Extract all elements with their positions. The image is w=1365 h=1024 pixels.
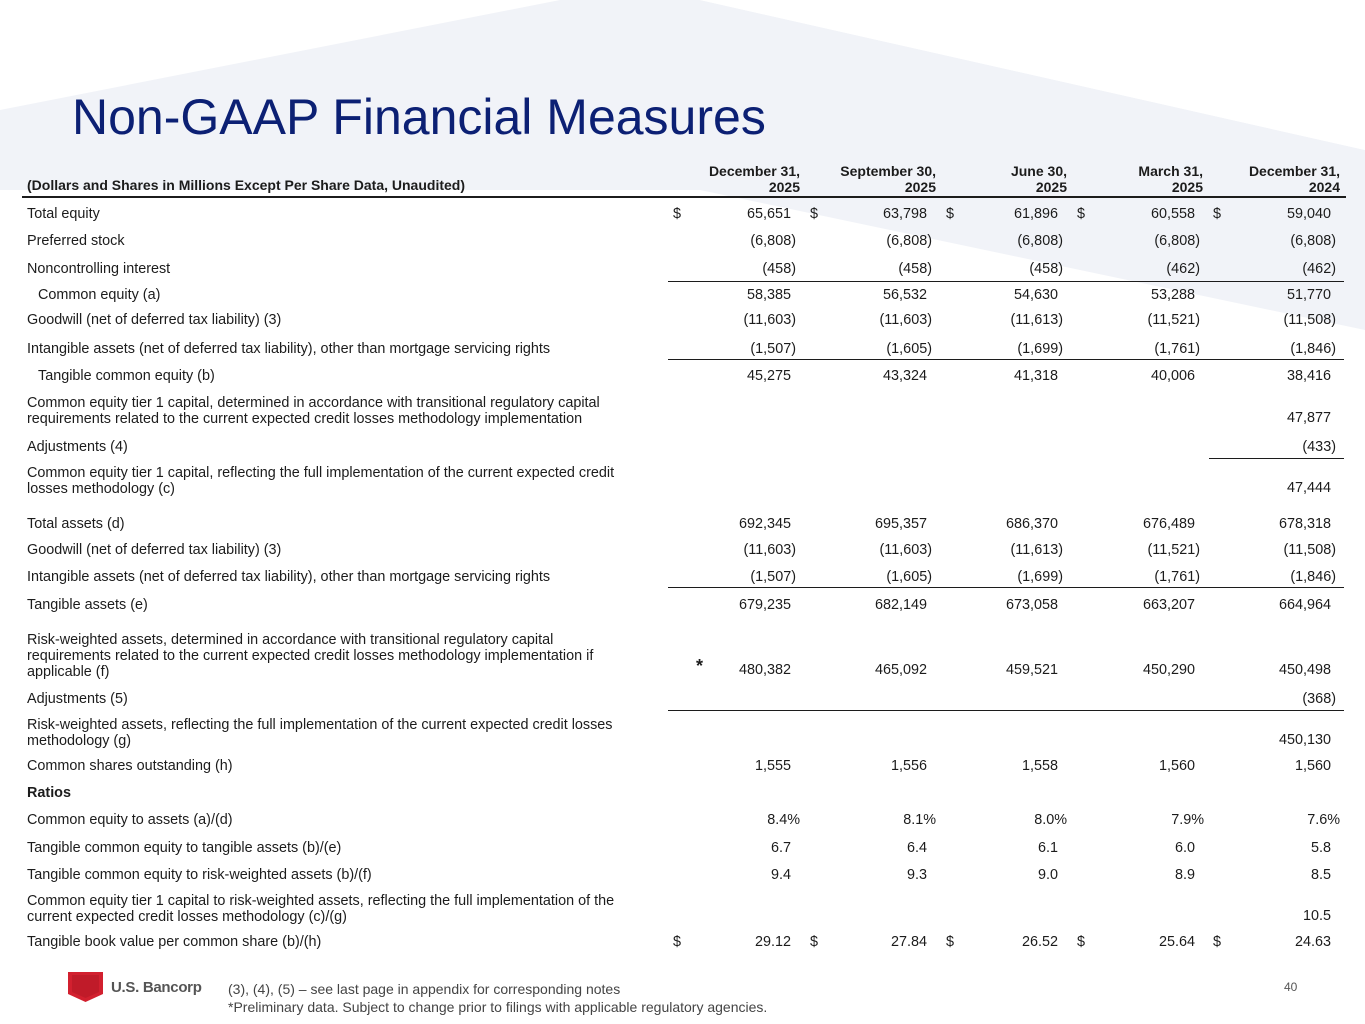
subtotal-rule-tangible-assets: [668, 587, 1344, 588]
table-caption: (Dollars and Shares in Millions Except Per Share Data, Unaudited): [27, 177, 465, 193]
column-header-jun-2025: June 30, 2025: [1010, 163, 1067, 195]
preliminary-asterisk: *: [696, 656, 704, 676]
ratios-heading: Ratios: [27, 785, 71, 801]
footnotes: [228, 980, 767, 1016]
page-title: Non-GAAP Financial Measures: [72, 89, 766, 145]
dollar-sign: $: [1213, 206, 1222, 222]
dollar-sign: $: [1077, 206, 1086, 222]
footnote-references: (3), (4), (5) – see last page in appendix for corresponding notes: [228, 981, 621, 997]
subtotal-rule-cet1: [1209, 458, 1344, 459]
column-header-sep-2025: September 30, 2025: [840, 163, 936, 195]
page-number: 40: [1284, 980, 1298, 994]
subtotal-rule-tangible-common-equity: [668, 359, 1344, 360]
footnote-preliminary: *Preliminary data. Subject to change prior to filings with applicable regulatory agencies.: [228, 999, 768, 1015]
column-header-mar-2025: March 31, 2025: [1138, 163, 1203, 195]
dollar-sign: $: [673, 934, 682, 950]
dollar-sign: $: [946, 934, 955, 950]
shield-logo-icon: [68, 972, 103, 1002]
logo-text: U.S. Bancorp: [111, 978, 202, 996]
subtotal-rule-common-equity: [668, 281, 1344, 282]
us-bancorp-logo: [68, 972, 202, 1002]
column-header-dec-2024: December 31, 2024: [1248, 163, 1340, 195]
dollar-sign: $: [1213, 934, 1222, 950]
dollar-sign: $: [1077, 934, 1086, 950]
dollar-sign: $: [946, 206, 955, 222]
header-rule: [22, 196, 1346, 198]
dollar-sign: $: [673, 206, 682, 222]
column-header-dec-2025: December 31, 2025: [708, 163, 800, 195]
dollar-sign: $: [810, 934, 819, 950]
dollar-sign: $: [810, 206, 819, 222]
subtotal-rule-rwa: [668, 710, 1344, 711]
